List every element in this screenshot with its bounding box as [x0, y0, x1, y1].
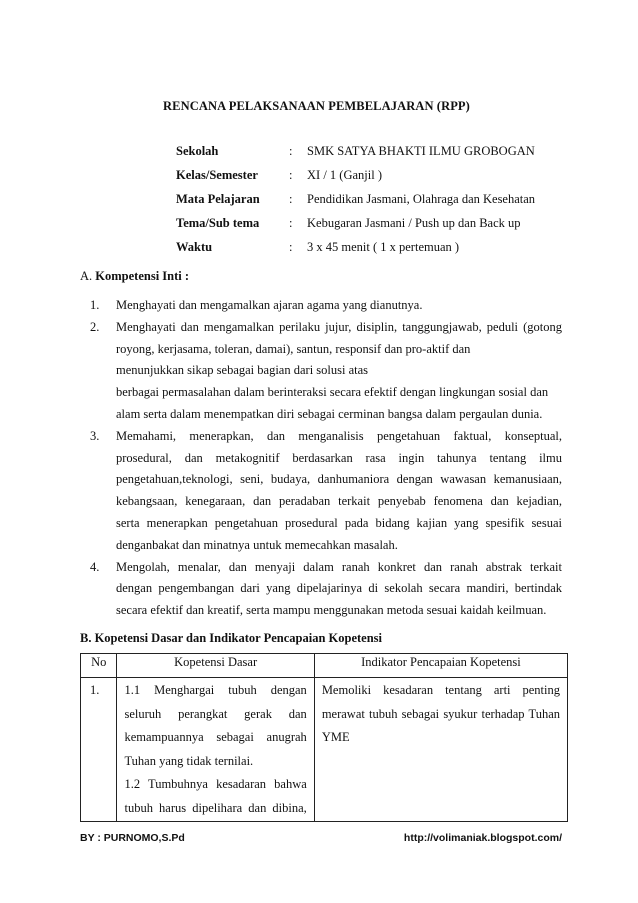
list-item-number: 1. — [90, 298, 100, 312]
table-header-kd: Kopetensi Dasar — [117, 654, 314, 678]
list-item-line: Menghayati dan mengamalkan perilaku jujur, disiplin, tanggungjawab, peduli (gotong — [116, 319, 562, 334]
meta-colon: : — [289, 215, 293, 230]
table-cell-indicator — [314, 678, 567, 822]
list-item-line: prosedural, dan metakognitif berdasarkan rasa ingin tahunya tentang ilmu — [116, 450, 562, 465]
meta-row-subject — [176, 187, 535, 211]
table-row — [81, 678, 568, 822]
footer-url[interactable]: http://volimaniak.blogspot.com/ — [403, 832, 562, 844]
cell-line: Tuhan yang tidak ternilai. — [124, 753, 254, 768]
list-item-line: denganbakat dan minatnya untuk memecahkan masalah. — [116, 537, 398, 552]
cell-line: tubuh harus dipelihara dan dibina, — [124, 800, 307, 815]
section-a-title: Kompetensi Inti : — [95, 269, 190, 283]
meta-colon: : — [289, 191, 293, 206]
page-footer — [80, 832, 562, 844]
list-item — [90, 317, 562, 426]
list-item-line: royong, kerjasama, toleran, damai), santun, responsif dan pro-aktif dan — [116, 341, 471, 356]
meta-colon: : — [289, 239, 293, 254]
section-b-heading: B. Kopetensi Dasar dan Indikator Pencapaian Kopetensi — [80, 631, 383, 645]
list-item-line: Mengolah, menalar, dan menyaji dalam ranah konkret dan ranah abstrak terkait — [116, 559, 562, 574]
list-item-line: pengetahuan,teknologi, seni, budaya, danhumaniora dengan wawasan kemanusiaan, — [116, 472, 562, 487]
cell-line: YME — [321, 730, 350, 744]
section-a-heading — [80, 269, 189, 284]
meta-label: Tema/Sub tema — [176, 215, 260, 230]
table-header-indicator: Indikator Pencapaian Kopetensi — [314, 654, 567, 678]
meta-label: Mata Pelajaran — [176, 191, 260, 206]
section-a-prefix: A. — [80, 269, 93, 283]
document-title: RENCANA PELAKSANAAN PEMBELAJARAN (RPP) — [163, 99, 470, 113]
list-item-line: serta menerapkan pengetahuan prosedural pada bidang kajian yang spesifik sesuai — [116, 515, 562, 530]
list-item-line: alam serta dalam menempatkan diri sebagai cerminan bangsa dalam pergaulan dunia. — [116, 406, 543, 421]
meta-label: Sekolah — [176, 143, 219, 158]
list-item — [90, 426, 562, 557]
meta-label: Kelas/Semester — [176, 167, 258, 182]
table-cell-kd — [117, 678, 314, 822]
list-item-number: 2. — [90, 319, 100, 334]
table-header-no: No — [81, 654, 117, 678]
meta-row-school — [176, 139, 535, 163]
table-header-row — [81, 654, 568, 678]
identity-block — [176, 139, 535, 259]
meta-row-theme — [176, 211, 535, 235]
footer-author: BY : PURNOMO,S.Pd — [80, 832, 185, 844]
table-cell-no: 1. — [81, 678, 117, 822]
cell-line: Memoliki kesadaran tentang arti penting — [321, 683, 560, 697]
list-item-line: secara efektif dan kreatif, serta mampu menggunakan metoda sesuai kaidah keilmuan. — [116, 603, 547, 618]
core-competency-list — [90, 295, 562, 622]
list-item-line: Menghayati dan mengamalkan ajaran agama yang dianutnya. — [116, 298, 423, 312]
cell-line: seluruh perangkat gerak dan — [124, 706, 307, 721]
meta-label: Waktu — [176, 239, 213, 254]
competency-table — [80, 653, 568, 822]
cell-line: merawat tubuh sebagai syukur terhadap Tuhan — [321, 706, 560, 721]
list-item-number: 4. — [90, 559, 100, 574]
list-item-line: menunjukkan sikap sebagai bagian dari solusi atas — [116, 363, 369, 378]
meta-value: Pendidikan Jasmani, Olahraga dan Kesehatan — [307, 191, 536, 206]
meta-value: Kebugaran Jasmani / Push up dan Back up — [307, 215, 521, 230]
cell-line: 1.1 Menghargai tubuh dengan — [124, 683, 307, 697]
list-item — [90, 557, 562, 622]
list-item — [90, 295, 562, 317]
list-item-number: 3. — [90, 428, 100, 443]
meta-value: 3 x 45 menit ( 1 x pertemuan ) — [307, 239, 460, 254]
cell-line: 1.2 Tumbuhnya kesadaran bahwa — [124, 777, 307, 791]
meta-row-time — [176, 235, 535, 259]
meta-colon: : — [289, 143, 293, 158]
meta-value: XI / 1 (Ganjil ) — [307, 167, 382, 182]
list-item-line: Memahami, menerapkan, dan menganalisis pengetahuan faktual, konseptual, — [116, 428, 562, 443]
list-item-line: dengan pengembangan dari yang dipelajarinya di sekolah secara mandiri, bertindak — [116, 581, 562, 596]
meta-row-class — [176, 163, 535, 187]
meta-value: SMK SATYA BHAKTI ILMU GROBOGAN — [307, 143, 535, 158]
cell-line: kemampuannya sebagai anugrah — [124, 730, 307, 744]
list-item-line: berbagai permasalahan dalam berinteraksi secara efektif dengan lingkungan sosial dan — [116, 385, 549, 400]
list-item-line: kebangsaan, kenegaraan, dan peradaban terkait penyebab fenomena dan kejadian, — [116, 494, 562, 509]
meta-colon: : — [289, 167, 293, 182]
